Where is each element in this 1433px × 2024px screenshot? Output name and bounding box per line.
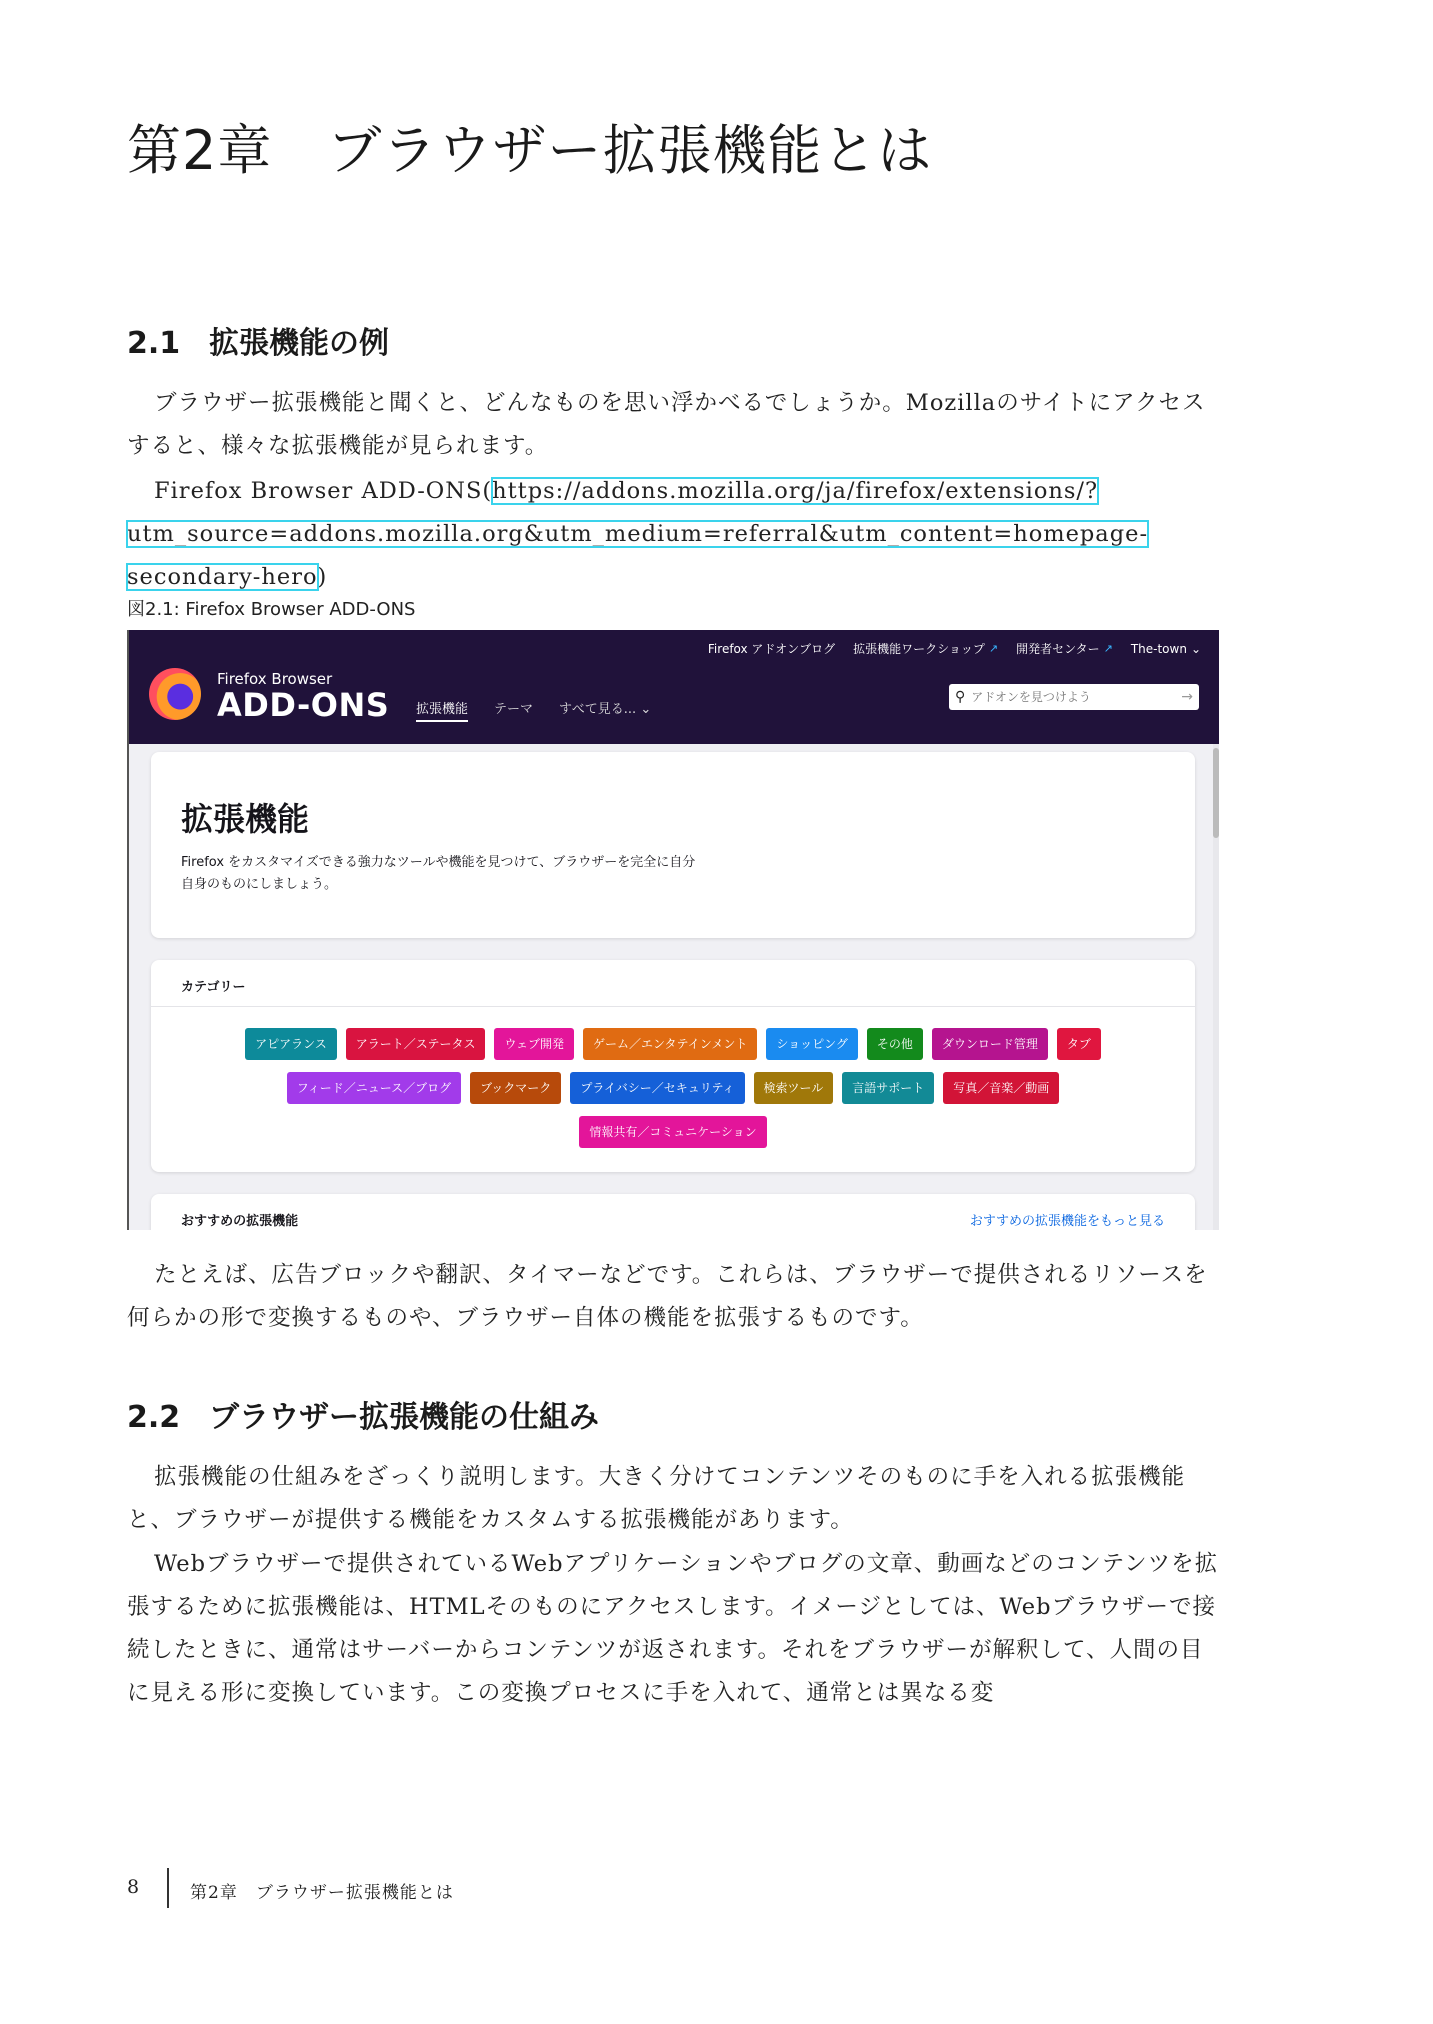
category-tag[interactable]: ゲーム／エンタテインメント: [583, 1028, 757, 1060]
recommended-card: [151, 1194, 1195, 1230]
categories-title: カテゴリー: [181, 980, 246, 995]
hero-title: 拡張機能: [181, 800, 310, 838]
category-row: [151, 1116, 1195, 1148]
category-tag[interactable]: アラート／ステータス: [346, 1028, 486, 1060]
section-number: 2.2: [127, 1400, 181, 1435]
nav-extensions[interactable]: 拡張機能: [416, 698, 468, 722]
search-input[interactable]: [969, 689, 1181, 705]
top-nav-workshop[interactable]: 拡張機能ワークショップ ↗: [853, 642, 999, 656]
addons-screenshot: [127, 630, 1219, 1230]
paragraph: ブラウザー拡張機能と聞くと、どんなものを思い浮かべるでしょうか。Mozillaのサイトにアクセスすると、様々な拡張機能が見られます。: [127, 390, 1206, 459]
section-heading-2-2: [127, 1392, 599, 1436]
category-tag[interactable]: アピアランス: [245, 1028, 337, 1060]
addons-link[interactable]: https://addons.mozilla.org/ja/firefox/extensions/?utm_source=addons.mozilla.org&utm_medium=referral&utm_content=homepage-secondary-hero: [127, 478, 1149, 590]
category-tag[interactable]: ブックマーク: [470, 1072, 561, 1104]
brand-small: Firefox Browser: [217, 670, 333, 688]
search-icon: ⚲: [955, 689, 966, 705]
category-tag[interactable]: ダウンロード管理: [932, 1028, 1048, 1060]
section-heading-2-1: [127, 318, 389, 362]
firefox-logo-icon[interactable]: [149, 668, 201, 720]
external-link-icon: ↗: [1103, 642, 1113, 655]
arrow-right-icon[interactable]: →: [1181, 689, 1193, 705]
chevron-down-icon: ⌄: [1190, 641, 1201, 656]
category-tag[interactable]: フィード／ニュース／ブログ: [287, 1072, 461, 1104]
figure-caption: 図2.1: Firefox Browser ADD-ONS: [127, 599, 416, 620]
nav-themes[interactable]: テーマ: [494, 702, 534, 717]
main-nav: [416, 698, 651, 722]
footer-divider: [167, 1868, 169, 1908]
category-tag[interactable]: タブ: [1057, 1028, 1101, 1060]
category-tag[interactable]: その他: [867, 1028, 923, 1060]
category-tag[interactable]: プライバシー／セキュリティ: [570, 1072, 744, 1104]
link-close: ): [317, 564, 328, 590]
scrollbar-thumb[interactable]: [1213, 748, 1219, 838]
paragraph: たとえば、広告ブロックや翻訳、タイマーなどです。これらは、ブラウザーで提供されるリソースを何らかの形で変換するものや、ブラウザー自体の機能を拡張するものです。: [127, 1262, 1208, 1331]
external-link-icon: ↗: [988, 642, 999, 655]
paragraph: 拡張機能の仕組みをざっくり説明します。大きく分けてコンテンツそのものに手を入れる拡張機能と、ブラウザーが提供する機能をカスタムする拡張機能があります。: [127, 1464, 1186, 1533]
chapter-title: 第2章 ブラウザー拡張機能とは: [127, 119, 933, 182]
top-nav: [708, 640, 1201, 657]
section-title: 拡張機能の例: [209, 326, 389, 361]
addons-header: [129, 630, 1219, 744]
search-box: [949, 684, 1199, 710]
section-title: ブラウザー拡張機能の仕組み: [209, 1400, 599, 1435]
link-paragraph: [127, 470, 1222, 599]
category-tag[interactable]: 写真／音楽／動画: [943, 1072, 1059, 1104]
running-header: 第2章 ブラウザー拡張機能とは: [190, 1883, 454, 1903]
page-number: 8: [127, 1876, 140, 1898]
top-nav-devhub[interactable]: 開発者センター ↗: [1016, 642, 1113, 656]
category-row: [151, 1028, 1195, 1060]
nav-see-all[interactable]: すべて見る... ⌄: [559, 702, 652, 717]
link-label: Firefox Browser ADD-ONS(: [154, 478, 493, 504]
divider: [151, 1006, 1195, 1007]
recommended-title: おすすめの拡張機能: [181, 1214, 299, 1229]
recommended-more-link[interactable]: おすすめの拡張機能をもっと見る: [969, 1214, 1165, 1229]
category-tag[interactable]: 言語サポート: [842, 1072, 934, 1104]
category-tag[interactable]: 検索ツール: [754, 1072, 834, 1104]
category-tag[interactable]: ショッピング: [766, 1028, 858, 1060]
section-number: 2.1: [127, 326, 181, 361]
chevron-down-icon: ⌄: [640, 702, 652, 717]
brand-big[interactable]: ADD-ONS: [217, 686, 390, 724]
category-tag[interactable]: 情報共有／コミュニケーション: [579, 1116, 766, 1148]
category-tag[interactable]: ウェブ開発: [494, 1028, 574, 1060]
category-row: [151, 1072, 1195, 1104]
category-list: [151, 1028, 1195, 1160]
top-nav-account[interactable]: The-town ⌄: [1130, 641, 1201, 656]
paragraph: Webブラウザーで提供されているWebアプリケーションやブログの文章、動画などのコンテンツを拡張するために拡張機能は、HTMLそのものにアクセスします。イメージとしては、Webブラウザーで接続したときに、通常はサーバーからコンテンツが返されます。それをブラウザーが解釈して、人間の目に見える形に変換しています。この変換プロセスに手を入れて、通常とは異なる変: [127, 1551, 1219, 1706]
top-nav-blog[interactable]: Firefox アドオンブログ: [707, 642, 836, 656]
hero-card: [151, 752, 1195, 938]
hero-description: Firefox をカスタマイズできる強力なツールや機能を見つけて、ブラウザーを完全に自分自身のものにしましょう。: [181, 855, 696, 892]
categories-card: [151, 960, 1195, 1172]
